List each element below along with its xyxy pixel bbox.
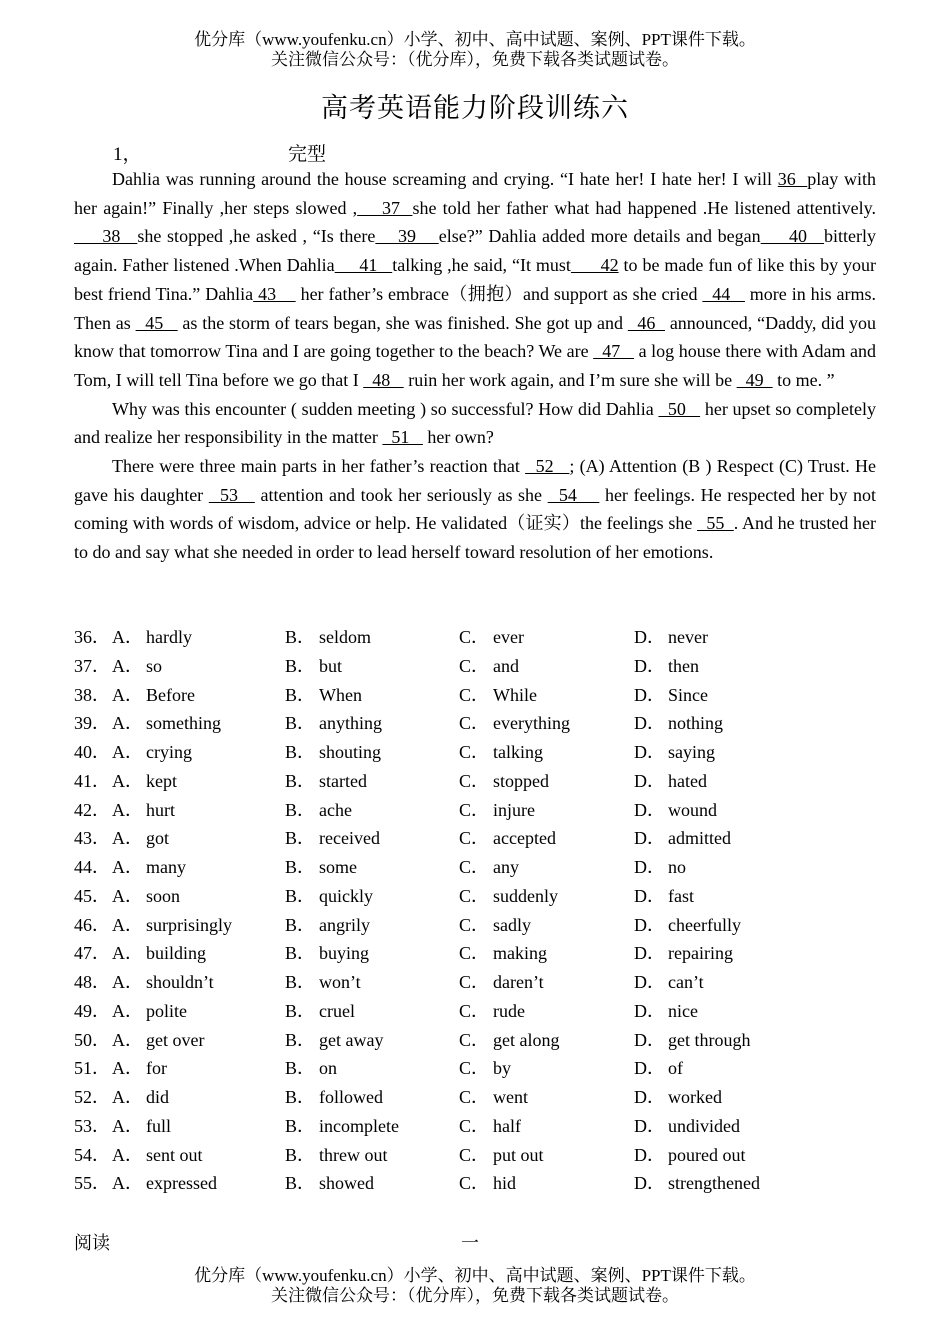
question-number: 39．	[74, 713, 110, 734]
option-letter: D．	[634, 828, 665, 849]
answer-blank: 44	[702, 283, 745, 304]
option-letter: A．	[112, 1029, 143, 1050]
answer-blank: 39	[375, 226, 439, 247]
option-a: so	[146, 655, 163, 676]
option-d: hated	[668, 770, 707, 791]
option-d: poured out	[668, 1144, 746, 1165]
option-d: worked	[668, 1087, 722, 1107]
option-d: wound	[668, 799, 717, 820]
option-letter: A．	[112, 627, 143, 647]
section-number: 1，	[113, 144, 142, 165]
option-letter: A．	[112, 914, 143, 935]
option-letter: D．	[634, 713, 665, 734]
option-letter: A．	[112, 770, 143, 791]
option-d: never	[668, 627, 708, 647]
option-letter: A．	[112, 972, 143, 992]
question-row	[74, 767, 876, 796]
reading-section-label: 阅读	[74, 1233, 110, 1253]
passage-text: to be made fun of like this by your best friend Tina.” Dahlia	[74, 255, 877, 304]
question-number: 42．	[74, 799, 110, 820]
option-c: rude	[493, 1000, 525, 1021]
option-letter: C．	[459, 828, 490, 849]
question-number: 44．	[74, 857, 110, 877]
option-b: received	[319, 828, 380, 849]
question-row	[74, 882, 876, 911]
answer-blank: 40	[760, 226, 825, 247]
option-a: hardly	[146, 627, 192, 647]
option-a: polite	[146, 1000, 187, 1021]
option-c: sadly	[493, 914, 531, 935]
passage-text: Dahlia was running around the house screaming and crying. “I hate her! I hate her! I will	[112, 169, 778, 189]
answer-blank: 51	[382, 427, 423, 448]
question-number: 52．	[74, 1087, 110, 1107]
option-a: did	[146, 1087, 170, 1107]
option-a: full	[146, 1115, 171, 1136]
header-line-1: 优分库（www.youfenku.cn）小学、初中、高中试题、案例、PPT课件下载。	[194, 30, 756, 49]
option-b: angrily	[319, 914, 370, 935]
answer-blank: 55	[697, 513, 734, 534]
option-letter: B．	[285, 1144, 316, 1165]
question-number: 38．	[74, 684, 110, 705]
answer-blank: 54	[547, 484, 600, 505]
option-letter: B．	[285, 885, 316, 906]
answer-blank: 50	[658, 398, 701, 419]
option-letter: D．	[634, 914, 665, 935]
answer-blank: 52	[525, 456, 570, 477]
option-letter: A．	[112, 799, 143, 820]
passage-paragraph	[74, 165, 876, 395]
question-row	[74, 681, 876, 710]
question-row	[74, 1169, 876, 1198]
option-letter: D．	[634, 1115, 665, 1136]
option-letter: C．	[459, 1000, 490, 1021]
option-letter: B．	[285, 943, 316, 964]
page-title: 高考英语能力阶段训练六	[321, 93, 629, 123]
option-c: and	[493, 655, 519, 676]
question-number: 54．	[74, 1144, 110, 1165]
option-d: Since	[668, 684, 708, 705]
question-row	[74, 824, 876, 853]
passage-text: attention and took her seriously as she	[254, 484, 548, 505]
option-a: surprisingly	[146, 914, 233, 935]
option-letter: B．	[285, 1087, 316, 1107]
option-letter: B．	[285, 828, 316, 849]
option-c: put out	[493, 1144, 544, 1165]
option-d: undivided	[668, 1115, 740, 1136]
question-row	[74, 709, 876, 738]
question-row	[74, 997, 876, 1026]
question-number: 53．	[74, 1115, 110, 1136]
option-c: ever	[493, 627, 524, 647]
option-b: on	[319, 1058, 337, 1079]
question-number: 49．	[74, 1000, 110, 1021]
header-line-2: 关注微信公众号：（优分库），免费下载各类试题试卷。	[271, 50, 679, 69]
option-a: kept	[146, 770, 177, 791]
option-d: of	[668, 1058, 683, 1079]
question-number: 37．	[74, 655, 110, 676]
question-number: 36．	[74, 627, 110, 647]
option-letter: D．	[634, 799, 665, 820]
option-b: buying	[319, 943, 370, 964]
question-row	[74, 939, 876, 968]
option-b: ache	[319, 799, 352, 820]
option-letter: A．	[112, 857, 143, 877]
option-letter: C．	[459, 742, 490, 762]
option-letter: C．	[459, 914, 490, 935]
option-letter: C．	[459, 943, 490, 964]
passage-text: play with her again!” Finally ,her steps slowed ,	[74, 169, 877, 218]
option-a: shouldn’t	[146, 972, 214, 992]
option-letter: A．	[112, 655, 143, 676]
option-c: While	[493, 684, 537, 705]
footer-line-2: 关注微信公众号：（优分库），免费下载各类试题试卷。	[271, 1286, 679, 1305]
section-title: 完型	[288, 144, 327, 165]
option-d: can’t	[668, 972, 704, 992]
passage-text: ; (A) Attention (B ) Respect (C) Trust. He gave his daughter	[74, 456, 877, 505]
option-b: cruel	[319, 1000, 355, 1021]
question-row	[74, 796, 876, 825]
question-number: 45．	[74, 885, 110, 906]
passage-text: bitterly again. Father listened .When Dahlia	[74, 226, 877, 276]
option-letter: A．	[112, 1115, 143, 1136]
option-d: saying	[668, 742, 715, 762]
option-d: no	[668, 857, 686, 877]
option-letter: B．	[285, 1173, 316, 1194]
option-d: fast	[668, 885, 694, 906]
option-letter: C．	[459, 770, 490, 791]
cloze-passage	[74, 165, 876, 567]
option-letter: B．	[285, 684, 316, 705]
option-c: any	[493, 857, 519, 877]
option-letter: C．	[459, 713, 490, 734]
option-letter: D．	[634, 1000, 665, 1021]
option-b: but	[319, 655, 343, 676]
passage-text: ruin her work again, and I’m sure she will be	[403, 369, 737, 390]
passage-text: There were three main parts in her father’s reaction that	[112, 456, 526, 477]
question-number: 55．	[74, 1173, 110, 1194]
option-letter: C．	[459, 684, 490, 705]
option-letter: B．	[285, 799, 316, 820]
option-letter: D．	[634, 1144, 665, 1165]
passage-text: announced, “Daddy, did you know that tomorrow Tina and I are going together to the beach? We are	[74, 312, 877, 362]
option-letter: D．	[634, 972, 665, 992]
option-a: building	[146, 943, 207, 964]
answer-blank: 48	[363, 369, 404, 390]
option-c: by	[493, 1058, 511, 1079]
question-row	[74, 1112, 876, 1141]
option-a: crying	[146, 742, 192, 762]
option-letter: B．	[285, 627, 316, 647]
option-letter: C．	[459, 655, 490, 676]
option-c: daren’t	[493, 972, 544, 992]
option-letter: D．	[634, 943, 665, 964]
option-b: quickly	[319, 885, 373, 906]
option-letter: C．	[459, 627, 490, 647]
option-b: shouting	[319, 742, 382, 762]
option-a: many	[146, 857, 186, 877]
option-d: repairing	[668, 943, 733, 964]
footer-line-1: 优分库（www.youfenku.cn）小学、初中、高中试题、案例、PPT课件下载。	[194, 1266, 756, 1285]
option-b: When	[319, 684, 362, 705]
option-letter: C．	[459, 1087, 490, 1107]
question-number: 41．	[74, 770, 110, 791]
answer-blank: 45	[135, 312, 178, 333]
option-letter: A．	[112, 1173, 143, 1194]
answer-blank: 47	[593, 341, 635, 362]
option-letter: A．	[112, 1087, 143, 1107]
option-d: nothing	[668, 713, 724, 734]
option-letter: B．	[285, 857, 316, 877]
option-a: something	[146, 713, 221, 734]
option-c: talking	[493, 742, 543, 762]
question-number: 46．	[74, 914, 110, 935]
passage-text: talking ,he said, “It must	[392, 255, 571, 276]
option-letter: A．	[112, 1000, 143, 1021]
option-letter: C．	[459, 857, 490, 877]
option-a: soon	[146, 885, 181, 906]
option-letter: A．	[112, 828, 143, 849]
option-letter: C．	[459, 972, 490, 992]
passage-text: as the storm of tears began, she was finished. She got up and	[177, 312, 628, 333]
option-d: admitted	[668, 828, 731, 849]
question-number: 50．	[74, 1029, 110, 1050]
option-d: cheerfully	[668, 914, 741, 935]
passage-paragraph	[74, 395, 876, 452]
question-number: 43．	[74, 828, 110, 849]
passage-text: to me. ”	[772, 369, 835, 390]
question-row	[74, 853, 876, 882]
passage-text: Why was this encounter ( sudden meeting ) so successful? How did Dahlia	[112, 398, 659, 419]
option-letter: B．	[285, 1058, 316, 1079]
option-letter: D．	[634, 1087, 665, 1107]
option-a: sent out	[146, 1144, 203, 1165]
option-a: expressed	[146, 1173, 217, 1194]
option-letter: D．	[634, 1058, 665, 1079]
answer-blank: 37	[357, 197, 413, 218]
option-d: nice	[668, 1000, 698, 1021]
option-d: strengthened	[668, 1173, 760, 1194]
option-letter: B．	[285, 1000, 316, 1021]
answer-blank: 38	[74, 226, 138, 247]
answer-blank: 41	[334, 255, 393, 276]
option-a: got	[146, 828, 170, 849]
passage-text: she stopped ,he asked , “Is there	[137, 226, 376, 247]
answer-blank: 36	[777, 169, 808, 189]
passage-text: her feelings. He respected her by not coming with words of wisdom, advice or help. He validated（证实）the feelings she	[74, 484, 876, 534]
option-letter: B．	[285, 655, 316, 676]
option-letter: B．	[285, 742, 316, 762]
option-b: threw out	[319, 1144, 388, 1165]
question-row	[74, 652, 876, 681]
option-a: hurt	[146, 799, 175, 820]
option-letter: D．	[634, 857, 665, 877]
option-c: injure	[493, 799, 535, 820]
option-letter: B．	[285, 770, 316, 791]
answer-blank: 42	[570, 255, 619, 276]
question-number: 48．	[74, 972, 110, 992]
passage-paragraph	[74, 452, 876, 567]
option-b: get away	[319, 1029, 384, 1050]
option-letter: C．	[459, 1115, 490, 1136]
option-letter: A．	[112, 684, 143, 705]
passage-text: else?” Dahlia added more details and began	[438, 226, 761, 247]
answer-blank: 46	[627, 312, 666, 333]
reading-section-number: 一	[461, 1233, 479, 1253]
option-letter: C．	[459, 885, 490, 906]
option-letter: C．	[459, 1144, 490, 1165]
option-b: followed	[319, 1087, 383, 1107]
passage-text: a log house there with Adam and Tom, I will tell Tina before we go that I	[74, 341, 877, 390]
question-row	[74, 911, 876, 940]
option-letter: D．	[634, 770, 665, 791]
option-a: for	[146, 1058, 167, 1079]
option-letter: C．	[459, 1173, 490, 1194]
passage-text: her father’s embrace（拥抱）and support as she cried	[295, 283, 703, 304]
option-b: seldom	[319, 627, 371, 647]
option-b: started	[319, 770, 367, 791]
option-c: accepted	[493, 828, 556, 849]
option-letter: B．	[285, 713, 316, 734]
option-letter: B．	[285, 1115, 316, 1136]
option-letter: D．	[634, 655, 665, 676]
option-letter: B．	[285, 914, 316, 935]
question-row	[74, 1054, 876, 1083]
option-c: making	[493, 943, 547, 964]
option-d: then	[668, 655, 699, 676]
option-c: suddenly	[493, 885, 558, 906]
option-letter: C．	[459, 799, 490, 820]
option-letter: D．	[634, 627, 665, 647]
option-c: stopped	[493, 770, 549, 791]
option-letter: A．	[112, 1144, 143, 1165]
passage-text: her upset so completely and realize her responsibility in the matter	[74, 398, 876, 448]
question-row	[74, 738, 876, 767]
option-c: hid	[493, 1173, 517, 1194]
option-c: went	[493, 1087, 528, 1107]
question-row	[74, 1141, 876, 1170]
passage-text: more in his arms. Then as	[74, 283, 876, 333]
option-c: everything	[493, 713, 570, 734]
option-b: showed	[319, 1173, 374, 1194]
answer-blank: 49	[736, 369, 773, 390]
question-number: 40．	[74, 742, 110, 762]
question-number: 51．	[74, 1058, 110, 1079]
option-letter: D．	[634, 1029, 665, 1050]
question-number: 47．	[74, 943, 110, 964]
option-letter: D．	[634, 742, 665, 762]
question-row	[74, 1083, 876, 1112]
option-a: Before	[146, 684, 195, 705]
question-row	[74, 1026, 876, 1055]
option-letter: A．	[112, 713, 143, 734]
question-row	[74, 623, 876, 652]
question-row	[74, 968, 876, 997]
option-b: won’t	[319, 972, 361, 992]
option-b: some	[319, 857, 357, 877]
option-letter: D．	[634, 684, 665, 705]
option-letter: D．	[634, 1173, 665, 1194]
answer-blank: 43	[253, 283, 296, 304]
option-b: incomplete	[319, 1115, 399, 1136]
passage-text: her own?	[422, 427, 494, 448]
option-letter: A．	[112, 1058, 143, 1079]
option-b: anything	[319, 713, 382, 734]
passage-text: . And he trusted her to do and say what she needed in order to lead herself toward resolution of her emotions.	[74, 513, 877, 563]
option-c: get along	[493, 1029, 560, 1050]
option-c: half	[493, 1115, 521, 1136]
option-letter: D．	[634, 885, 665, 906]
passage-text: she told her father what had happened .He listened attentively.	[412, 197, 877, 218]
option-letter: C．	[459, 1029, 490, 1050]
answer-blank: 53	[208, 484, 255, 505]
option-letter: B．	[285, 1029, 316, 1050]
option-letter: C．	[459, 1058, 490, 1079]
option-a: get over	[146, 1029, 205, 1050]
option-letter: A．	[112, 943, 143, 964]
option-d: get through	[668, 1029, 751, 1050]
option-letter: A．	[112, 885, 143, 906]
option-letter: A．	[112, 742, 143, 762]
option-letter: B．	[285, 972, 316, 992]
